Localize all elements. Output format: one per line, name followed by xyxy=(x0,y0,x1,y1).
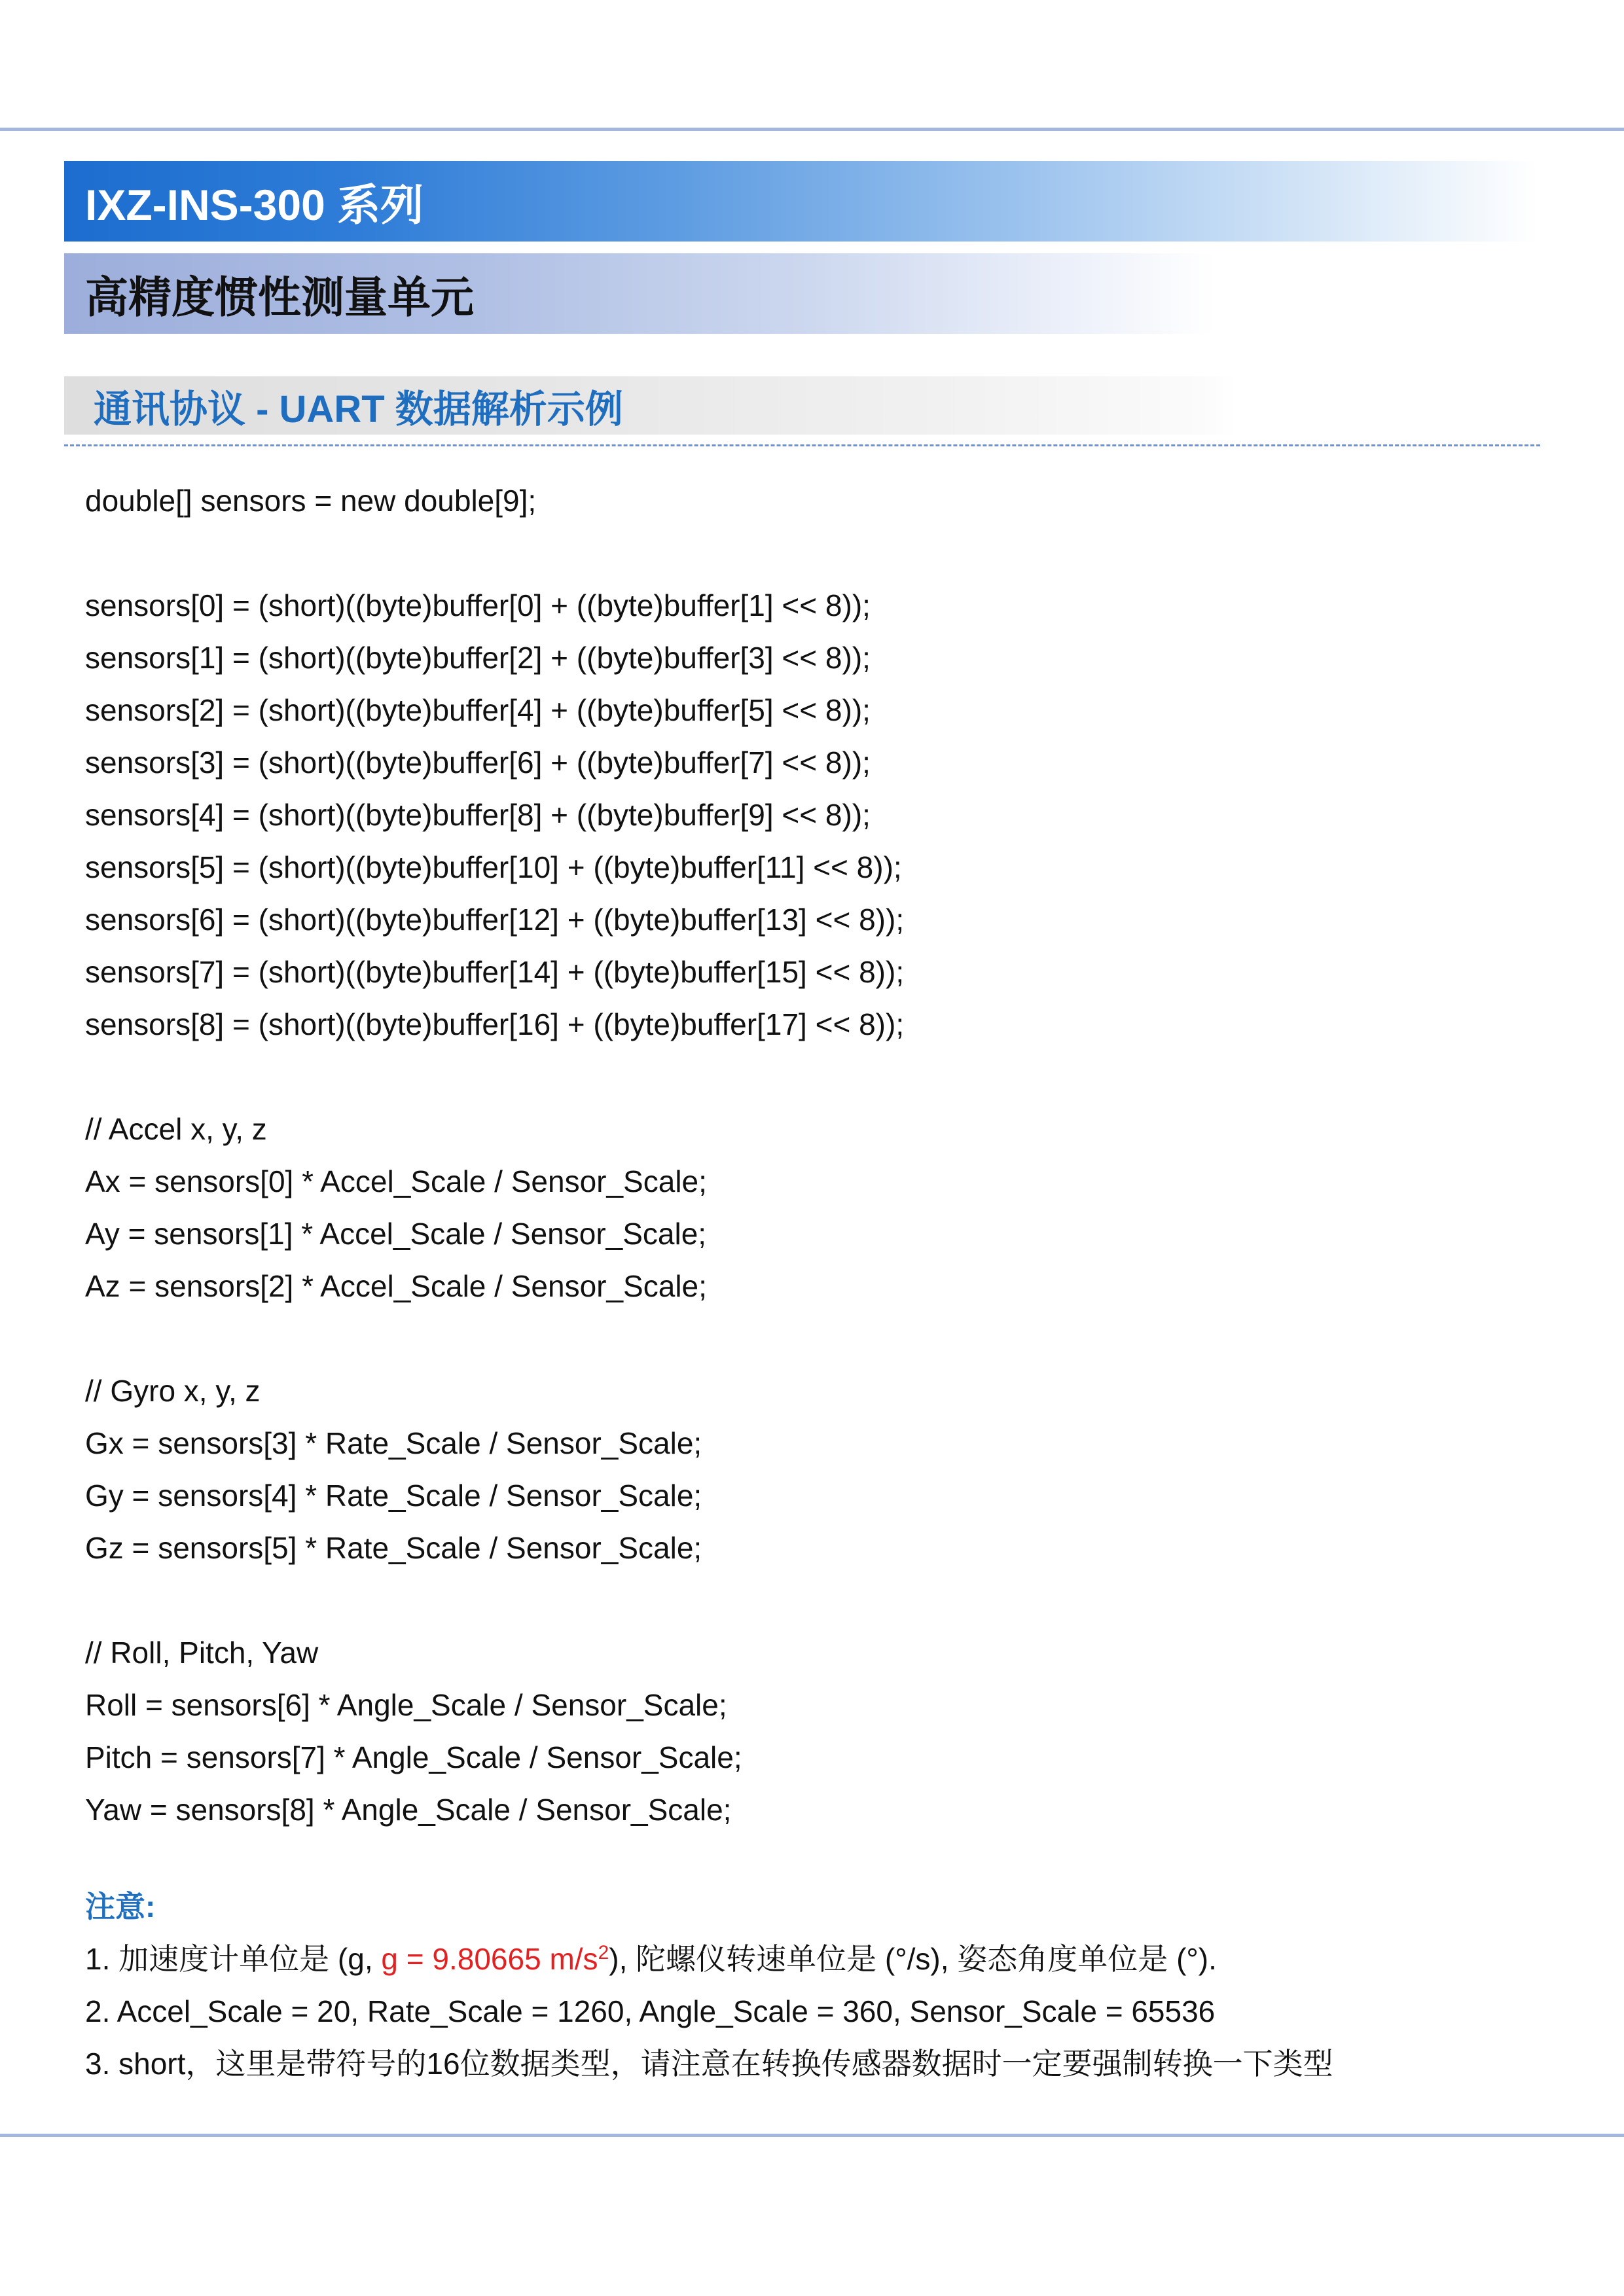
code-line-sensor-7: sensors[7] = (short)((byte)buffer[14] + ((byte)buffer[15] << 8)); xyxy=(85,955,905,989)
code-line-gy: Gy = sensors[4] * Rate_Scale / Sensor_Scale; xyxy=(85,1479,702,1513)
section-divider xyxy=(64,444,1540,446)
blank-line xyxy=(85,1050,904,1103)
code-line-ax: Ax = sensors[0] * Accel_Scale / Sensor_Scale; xyxy=(85,1164,707,1198)
code-line-az: Az = sensors[2] * Accel_Scale / Sensor_Scale; xyxy=(85,1269,707,1303)
section-title-bar xyxy=(64,376,1237,435)
section-title: 通讯协议 - UART 数据解析示例 xyxy=(94,387,623,431)
code-line-sensor-2: sensors[2] = (short)((byte)buffer[4] + ((byte)buffer[5] << 8)); xyxy=(85,693,871,727)
code-comment-accel: // Accel x, y, z xyxy=(85,1112,267,1146)
bottom-rule xyxy=(0,2134,1624,2137)
code-line-sensor-5: sensors[5] = (short)((byte)buffer[10] + ((byte)buffer[11] << 8)); xyxy=(85,850,902,884)
code-line-yaw: Yaw = sensors[8] * Angle_Scale / Sensor_Scale; xyxy=(85,1793,732,1827)
code-line-ay: Ay = sensors[1] * Accel_Scale / Sensor_Scale; xyxy=(85,1217,707,1251)
series-title: IXZ-INS-300 系列 xyxy=(85,181,424,229)
code-line-gz: Gz = sensors[5] * Rate_Scale / Sensor_Scale; xyxy=(85,1531,702,1565)
code-line-sensor-6: sensors[6] = (short)((byte)buffer[12] + ((byte)buffer[13] << 8)); xyxy=(85,903,905,937)
code-line-gx: Gx = sensors[3] * Rate_Scale / Sensor_Scale; xyxy=(85,1426,702,1460)
top-rule xyxy=(0,128,1624,131)
code-line-sensor-4: sensors[4] = (short)((byte)buffer[8] + ((byte)buffer[9] << 8)); xyxy=(85,798,871,832)
product-subtitle: 高精度惯性测量单元 xyxy=(85,273,474,321)
note-item-1-prefix: 1. 加速度计单位是 (g, xyxy=(85,1942,382,1976)
note-item-1-suffix: ), 陀螺仪转速单位是 (°/s), 姿态角度单位是 (°). xyxy=(609,1942,1217,1976)
note-item-2: 2. Accel_Scale = 20, Rate_Scale = 1260, Angle_Scale = 360, Sensor_Scale = 65536 xyxy=(85,1994,1216,2028)
notes-section xyxy=(85,1880,1333,2090)
product-subtitle-bar xyxy=(64,253,1216,334)
code-line-sensor-3: sensors[3] = (short)((byte)buffer[6] + ((byte)buffer[7] << 8)); xyxy=(85,745,871,780)
code-line-pitch: Pitch = sensors[7] * Angle_Scale / Sensor_Scale; xyxy=(85,1740,742,1774)
code-block xyxy=(85,475,904,1836)
note-item-3: 3. short，这里是带符号的16位数据类型，请注意在转换传感器数据时一定要强制转换一下类型 xyxy=(85,2047,1333,2081)
code-comment-gyro: // Gyro x, y, z xyxy=(85,1374,261,1408)
code-comment-angles: // Roll, Pitch, Yaw xyxy=(85,1636,319,1670)
blank-line xyxy=(85,1574,904,1626)
code-line-roll: Roll = sensors[6] * Angle_Scale / Sensor_Scale; xyxy=(85,1688,727,1722)
series-title-bar xyxy=(64,161,1538,242)
blank-line xyxy=(85,1312,904,1365)
gravity-constant: g = 9.80665 m/s xyxy=(381,1942,598,1976)
notes-heading: 注意: xyxy=(85,1890,156,1924)
code-line-sensor-0: sensors[0] = (short)((byte)buffer[0] + ((byte)buffer[1] << 8)); xyxy=(85,588,871,622)
blank-line xyxy=(85,527,904,579)
code-line-declaration: double[] sensors = new double[9]; xyxy=(85,484,537,518)
code-line-sensor-8: sensors[8] = (short)((byte)buffer[16] + ((byte)buffer[17] << 8)); xyxy=(85,1007,905,1041)
gravity-unit-superscript: 2 xyxy=(598,1942,609,1964)
note-item-1 xyxy=(85,1933,1333,1985)
code-line-sensor-1: sensors[1] = (short)((byte)buffer[2] + ((byte)buffer[3] << 8)); xyxy=(85,641,871,675)
